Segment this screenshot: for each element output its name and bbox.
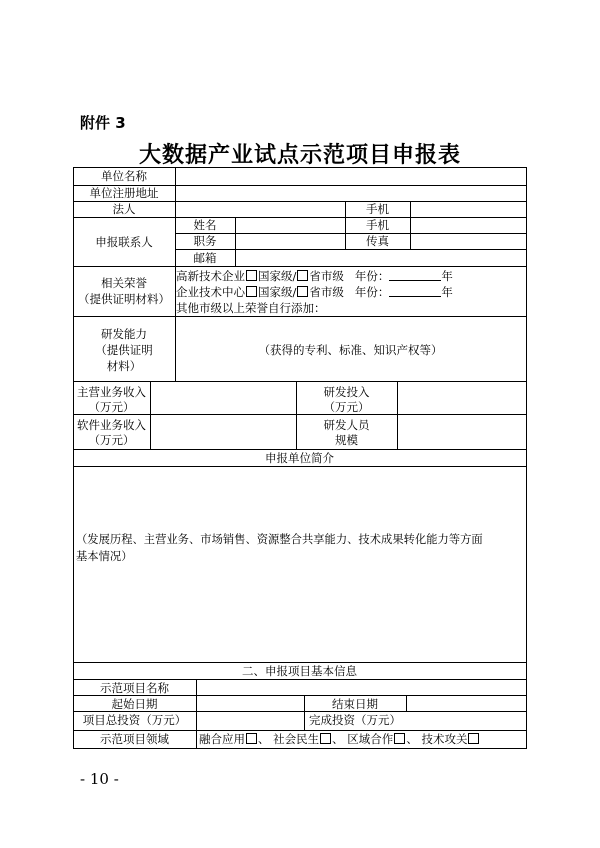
- honor1-label: 高新技术企业: [176, 269, 245, 283]
- national-checkbox-2[interactable]: [246, 286, 257, 297]
- total-invest-label: 项目总投资（万元）: [82, 713, 187, 727]
- intro-header: 申报单位简介: [265, 451, 334, 465]
- fax-label: 传真: [366, 234, 389, 248]
- page-number: - 10 -: [80, 770, 119, 788]
- email-label: 邮箱: [193, 251, 217, 265]
- honor-row-techcenter: [176, 285, 453, 299]
- provincial-checkbox[interactable]: [297, 270, 308, 281]
- software-revenue-label: 软件业务收入: [77, 418, 146, 432]
- national-label-2: 国家级/: [258, 285, 297, 299]
- end-date-label: 结束日期: [332, 697, 378, 711]
- honor3-label: 其他市级以上荣誉自行添加：: [176, 301, 326, 315]
- software-revenue-unit: （万元）: [88, 433, 135, 447]
- provincial-label: 省市级: [309, 269, 344, 283]
- section2-header: 二、申报项目基本信息: [242, 664, 357, 678]
- attachment-label: 附件 3: [80, 114, 126, 132]
- field3-label: 、 区域合作: [332, 732, 394, 746]
- contact-name-label: 姓名: [193, 218, 217, 232]
- national-label: 国家级/: [258, 269, 297, 283]
- rd-hint: （获得的专利、标准、知识产权等）: [258, 343, 443, 357]
- unit-name-label: 单位名称: [101, 169, 147, 183]
- national-checkbox[interactable]: [246, 270, 257, 281]
- field1-label: 融合应用: [199, 732, 245, 746]
- year-field[interactable]: [389, 270, 441, 281]
- field3-checkbox[interactable]: [394, 733, 405, 744]
- honors-label: 相关荣誉: [101, 276, 147, 290]
- intro-hint-2: 基本情况）: [76, 550, 133, 563]
- year-field-2[interactable]: [389, 286, 441, 297]
- provincial-checkbox-2[interactable]: [297, 286, 308, 297]
- position-label: 职务: [193, 234, 217, 248]
- field-options: [199, 732, 480, 746]
- rd-invest-label: 研发投入: [323, 385, 370, 399]
- intro-hint-1: （发展历程、主营业务、市场销售、资源整合共享能力、技术成果转化能力等方面: [76, 533, 483, 546]
- completed-invest-label: 完成投资（万元）: [309, 713, 401, 727]
- rd-label-1: 研发能力: [101, 327, 147, 341]
- honors-label-note: （提供证明材料）: [78, 292, 170, 306]
- reg-address-label: 单位注册地址: [89, 186, 159, 200]
- field4-checkbox[interactable]: [468, 733, 479, 744]
- honor2-label: 企业技术中心: [176, 285, 245, 299]
- provincial-label-2: 省市级: [309, 285, 344, 299]
- honor-row-hightech: [176, 269, 453, 283]
- page-title: 大数据产业试点示范项目申报表: [138, 142, 461, 168]
- project-name-label: 示范项目名称: [100, 681, 169, 695]
- main-revenue-label: 主营业务收入: [77, 385, 146, 399]
- field2-label: 、 社会民生: [258, 732, 320, 746]
- rd-staff-label: 研发人员: [323, 418, 370, 432]
- field2-checkbox[interactable]: [320, 733, 331, 744]
- year-unit-2: 年: [441, 285, 453, 299]
- contact-mobile-label: 手机: [366, 218, 389, 232]
- mobile-label: 手机: [366, 202, 389, 216]
- rd-label-3: 材料）: [106, 359, 142, 373]
- contact-label: 申报联系人: [95, 235, 153, 249]
- rd-invest-unit: （万元）: [323, 400, 370, 414]
- start-date-label: 起始日期: [111, 697, 158, 711]
- field1-checkbox[interactable]: [246, 733, 257, 744]
- year-unit: 年: [441, 269, 453, 283]
- rd-label-2: （提供证明: [95, 343, 153, 357]
- year-label: 年份：: [354, 269, 390, 283]
- rd-staff-label-2: 规模: [335, 433, 358, 447]
- field-label: 示范项目领域: [100, 732, 169, 746]
- legal-rep-label: 法人: [112, 202, 136, 216]
- year-label-2: 年份：: [354, 285, 390, 299]
- field4-label: 、 技术攻关: [406, 732, 468, 746]
- main-revenue-unit: （万元）: [88, 400, 135, 414]
